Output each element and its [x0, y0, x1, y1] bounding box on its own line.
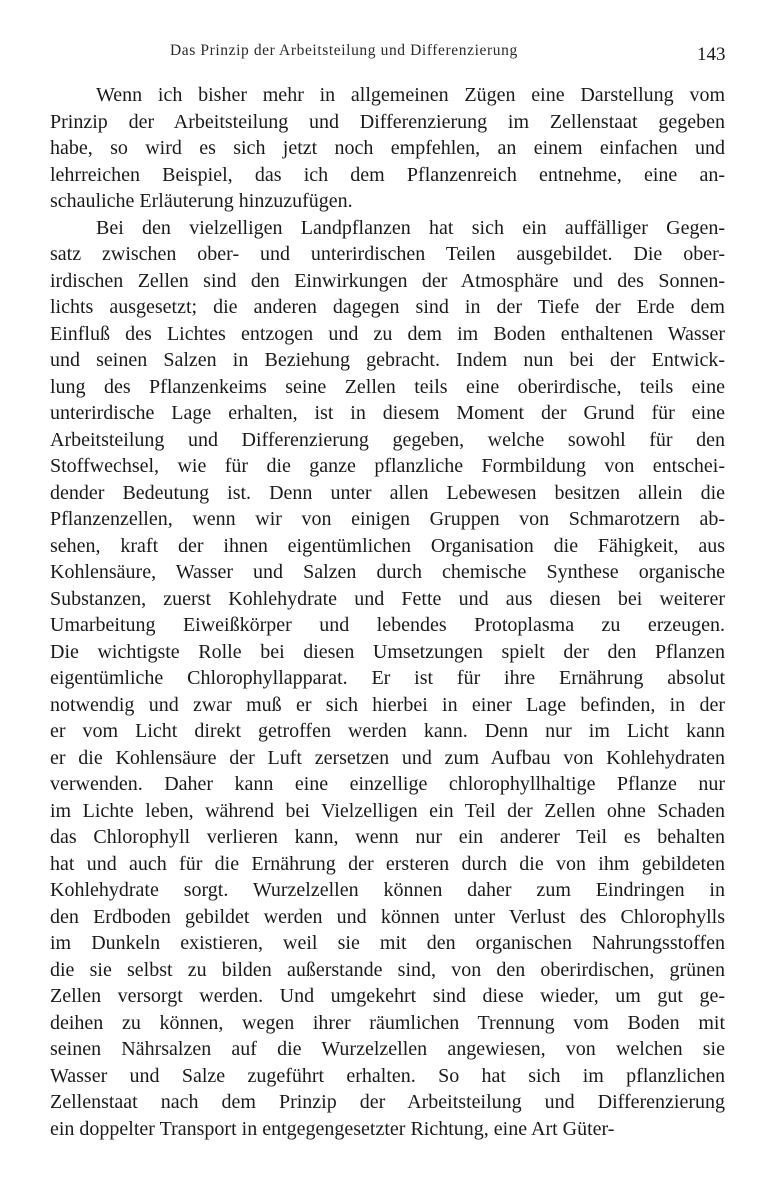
body-text: [50, 82, 725, 1142]
paragraph: [50, 82, 725, 215]
text-line: irdischen Zellen sind den Einwirkungen der Atmosphäre und des Sonnen-: [50, 269, 725, 292]
running-head-title: Das Prinzip der Arbeitsteilung und Differenzierung: [170, 42, 518, 59]
text-line: Kohlensäure, Wasser und Salzen durch chemische Synthese organische: [50, 561, 725, 583]
text-line: lehrreichen Beispiel, das ich dem Pflanzenreich entnehme, eine an-: [50, 163, 725, 186]
text-line: Kohlehydrate sorgt. Wurzelzellen können daher zum Eindringen in: [50, 879, 725, 901]
text-line: Einfluß des Lichtes entzogen und zu dem im Boden enthaltenen Wasser: [50, 322, 725, 345]
paragraph: [50, 215, 725, 1143]
text-line: und seinen Salzen in Beziehung gebracht. Indem nun bei der Entwick-: [50, 349, 725, 371]
text-line: Prinzip der Arbeitsteilung und Differenzierung im Zellenstaat gegeben: [50, 110, 725, 133]
text-line: schauliche Erläuterung hinzuzufügen.: [50, 190, 353, 212]
text-line: lichts ausgesetzt; die anderen dagegen sind in der Tiefe der Erde dem: [50, 296, 725, 318]
text-line: im Lichte leben, während bei Vielzelligen ein Teil der Zellen ohne Schaden: [50, 799, 725, 822]
text-line: die sie selbst zu bilden außerstande sind, von den oberirdischen, grünen: [50, 958, 725, 981]
text-line: sehen, kraft der ihnen eigentümlichen Organisation die Fähigkeit, aus: [50, 534, 725, 557]
text-line: habe, so wird es sich jetzt noch empfehlen, an einem einfachen und: [50, 137, 725, 159]
text-line: Wasser und Salze zugeführt erhalten. So hat sich im pflanzlichen: [50, 1064, 725, 1087]
text-line: das Chlorophyll verlieren kann, wenn nur ein anderer Teil es behalten: [50, 826, 725, 848]
text-line: Pflanzenzellen, wenn wir von einigen Gruppen von Schmarotzern ab-: [50, 508, 725, 530]
text-line: den Erdboden gebildet werden und können unter Verlust des Chlorophylls: [50, 905, 725, 928]
text-line: er vom Licht direkt getroffen werden kann. Denn nur im Licht kann: [50, 720, 725, 742]
text-line: lung des Pflanzenkeims seine Zellen teils eine oberirdische, teils eine: [50, 375, 725, 398]
text-line: seinen Nährsalzen auf die Wurzelzellen angewiesen, von welchen sie: [50, 1038, 725, 1060]
text-line: Umarbeitung Eiweißkörper und lebendes Protoplasma zu erzeugen.: [50, 614, 725, 636]
text-line: Zellen versorgt werden. Und umgekehrt sind diese wieder, um gut ge-: [50, 985, 725, 1007]
text-line: im Dunkeln existieren, weil sie mit den organischen Nahrungsstoffen: [50, 932, 725, 954]
text-line: verwenden. Daher kann eine einzellige chlorophyllhaltige Pflanze nur: [50, 773, 725, 795]
text-line: Die wichtigste Rolle bei diesen Umsetzungen spielt der den Pflanzen: [50, 640, 725, 663]
text-line: unterirdische Lage erhalten, ist in diesem Moment der Grund für eine: [50, 402, 725, 424]
text-line: Bei den vielzelligen Landpflanzen hat sich ein auffälliger Gegen-: [96, 216, 725, 239]
text-line: er die Kohlensäure der Luft zersetzen und zum Aufbau von Kohlehydraten: [50, 746, 725, 769]
text-line: deihen zu können, wegen ihrer räumlichen Trennung vom Boden mit: [50, 1011, 725, 1034]
text-line: notwendig und zwar muß er sich hierbei in einer Lage befinden, in der: [50, 693, 725, 716]
text-line: Arbeitsteilung und Differenzierung gegeben, welche sowohl für den: [50, 428, 725, 451]
text-line: dender Bedeutung ist. Denn unter allen Lebewesen besitzen allein die: [50, 481, 725, 504]
text-line: Zellenstaat nach dem Prinzip der Arbeitsteilung und Differenzierung: [50, 1091, 725, 1113]
text-line: Stoffwechsel, wie für die ganze pflanzliche Formbildung von entschei-: [50, 455, 725, 477]
text-line: Wenn ich bisher mehr in allgemeinen Zügen eine Darstellung vom: [96, 84, 725, 106]
text-line: eigentümliche Chlorophyllapparat. Er ist für ihre Ernährung absolut: [50, 667, 725, 689]
text-line: satz zwischen ober- und unterirdischen Teilen ausgebildet. Die ober-: [50, 243, 725, 265]
text-line: Substanzen, zuerst Kohlehydrate und Fette und aus diesen bei weiterer: [50, 587, 725, 610]
page-number: 143: [697, 44, 726, 65]
text-line: ein doppelter Transport in entgegengesetzter Richtung, eine Art Güter-: [50, 1117, 615, 1140]
text-line: hat und auch für die Ernährung der ersteren durch die von ihm gebildeten: [50, 852, 725, 875]
